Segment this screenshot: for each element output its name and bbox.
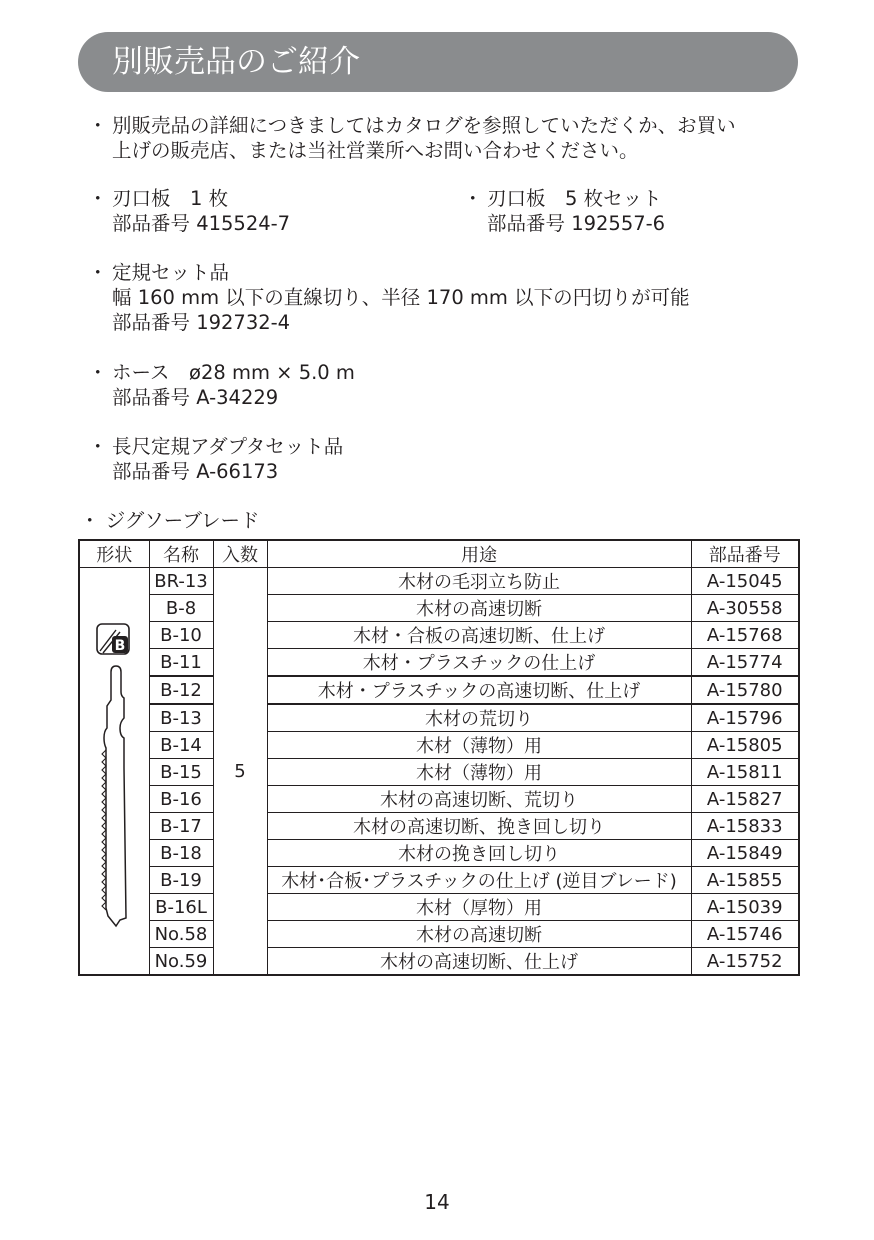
blade-part-number: A-15780 xyxy=(691,676,799,704)
table-row xyxy=(79,948,799,976)
svg-text:B: B xyxy=(114,638,126,654)
blade-table xyxy=(78,539,800,976)
blade-name: B-15 xyxy=(149,759,213,786)
blade-use: 木材の毛羽立ち防止 xyxy=(267,568,691,595)
item-title: 長尺定規アダプタセット品 xyxy=(112,435,344,458)
blade-use: 木材･合板･プラスチックの仕上げ (逆目ブレード) xyxy=(267,867,691,894)
accessory-item xyxy=(463,186,666,236)
item-title: 刃口板 1 枚 xyxy=(112,187,229,210)
bullet-mark: ・ xyxy=(88,361,108,384)
table-row xyxy=(79,759,799,786)
table-row xyxy=(79,921,799,948)
item-part-number: 部品番号 A-34229 xyxy=(112,386,279,409)
table-row xyxy=(79,622,799,649)
blade-use: 木材（厚物）用 xyxy=(267,894,691,921)
accessory-item xyxy=(88,360,355,410)
blade-part-number: A-15039 xyxy=(691,894,799,921)
jigsaw-blade-icon xyxy=(80,568,149,968)
blade-use: 木材・プラスチックの仕上げ xyxy=(267,649,691,677)
blade-name: B-14 xyxy=(149,732,213,759)
item-title: ホース ø28 mm × 5.0 m xyxy=(112,361,355,384)
table-row xyxy=(79,813,799,840)
blade-part-number: A-15827 xyxy=(691,786,799,813)
table-row xyxy=(79,894,799,921)
intro-line: 上げの販売店、または当社営業所へお問い合わせください。 xyxy=(112,139,639,162)
blade-name: BR-13 xyxy=(149,568,213,595)
blade-part-number: A-15849 xyxy=(691,840,799,867)
page-title xyxy=(78,32,798,92)
accessory-item xyxy=(88,186,291,236)
blade-part-number: A-15811 xyxy=(691,759,799,786)
blade-part-number: A-15796 xyxy=(691,704,799,732)
item-description: 幅 160 mm 以下の直線切り、半径 170 mm 以下の円切りが可能 xyxy=(112,286,690,309)
blade-use: 木材の挽き回し切り xyxy=(267,840,691,867)
table-row xyxy=(79,732,799,759)
blade-name: No.59 xyxy=(149,948,213,976)
blade-part-number: A-15752 xyxy=(691,948,799,976)
blade-part-number: A-30558 xyxy=(691,595,799,622)
bullet-mark: ・ xyxy=(88,261,108,284)
blade-name: B-16L xyxy=(149,894,213,921)
intro-line: 別販売品の詳細につきましてはカタログを参照していただくか、お買い xyxy=(112,114,736,137)
blade-use: 木材・プラスチックの高速切断、仕上げ xyxy=(267,676,691,704)
accessory-item xyxy=(88,260,690,335)
accessory-item xyxy=(88,434,344,484)
bullet-mark: ・ xyxy=(88,187,108,210)
bullet-mark: ・ xyxy=(88,435,108,458)
blade-use: 木材の荒切り xyxy=(267,704,691,732)
table-row xyxy=(79,676,799,704)
item-part-number: 部品番号 192557-6 xyxy=(487,212,666,235)
blade-section-heading: ・ ジグソーブレード xyxy=(80,509,260,532)
table-row xyxy=(79,595,799,622)
blade-part-number: A-15746 xyxy=(691,921,799,948)
blade-name: B-16 xyxy=(149,786,213,813)
item-part-number: 部品番号 A-66173 xyxy=(112,460,279,483)
blade-use: 木材・合板の高速切断、仕上げ xyxy=(267,622,691,649)
blade-name: B-18 xyxy=(149,840,213,867)
table-row xyxy=(79,568,799,595)
blade-part-number: A-15855 xyxy=(691,867,799,894)
blade-name: B-11 xyxy=(149,649,213,677)
blade-part-number: A-15833 xyxy=(691,813,799,840)
column-header: 用途 xyxy=(267,540,691,568)
blade-name: B-10 xyxy=(149,622,213,649)
blade-name: B-17 xyxy=(149,813,213,840)
item-part-number: 部品番号 192732-4 xyxy=(112,311,291,334)
blade-name: B-13 xyxy=(149,704,213,732)
table-row xyxy=(79,840,799,867)
blade-use: 木材の高速切断、荒切り xyxy=(267,786,691,813)
blade-use: 木材（薄物）用 xyxy=(267,732,691,759)
blade-name: No.58 xyxy=(149,921,213,948)
table-header-row xyxy=(79,540,799,568)
bullet-mark: ・ xyxy=(88,114,108,137)
item-part-number: 部品番号 415524-7 xyxy=(112,212,291,235)
column-header: 入数 xyxy=(213,540,267,568)
bullet-mark: ・ xyxy=(463,187,483,210)
blade-name: B-12 xyxy=(149,676,213,704)
column-header: 部品番号 xyxy=(691,540,799,568)
blade-use: 木材の高速切断、挽き回し切り xyxy=(267,813,691,840)
table-row xyxy=(79,786,799,813)
intro-paragraph xyxy=(88,113,736,163)
item-title: 定規セット品 xyxy=(112,261,230,284)
blade-part-number: A-15045 xyxy=(691,568,799,595)
blade-type-b-icon xyxy=(97,624,129,654)
blade-part-number: A-15768 xyxy=(691,622,799,649)
blade-part-number: A-15805 xyxy=(691,732,799,759)
blade-use: 木材の高速切断 xyxy=(267,595,691,622)
page-title-text: 別販売品のご紹介 xyxy=(112,44,360,80)
blade-quantity: 5 xyxy=(213,568,267,976)
blade-use: 木材の高速切断 xyxy=(267,921,691,948)
blade-name: B-8 xyxy=(149,595,213,622)
blade-use: 木材の高速切断、仕上げ xyxy=(267,948,691,976)
table-row xyxy=(79,867,799,894)
blade-shape-cell xyxy=(79,568,149,976)
blade-name: B-19 xyxy=(149,867,213,894)
column-header: 形状 xyxy=(79,540,149,568)
blade-part-number: A-15774 xyxy=(691,649,799,677)
table-row xyxy=(79,704,799,732)
page-number: 14 xyxy=(424,1190,450,1214)
column-header: 名称 xyxy=(149,540,213,568)
item-title: 刃口板 5 枚セット xyxy=(487,187,662,210)
blade-use: 木材（薄物）用 xyxy=(267,759,691,786)
table-row xyxy=(79,649,799,677)
